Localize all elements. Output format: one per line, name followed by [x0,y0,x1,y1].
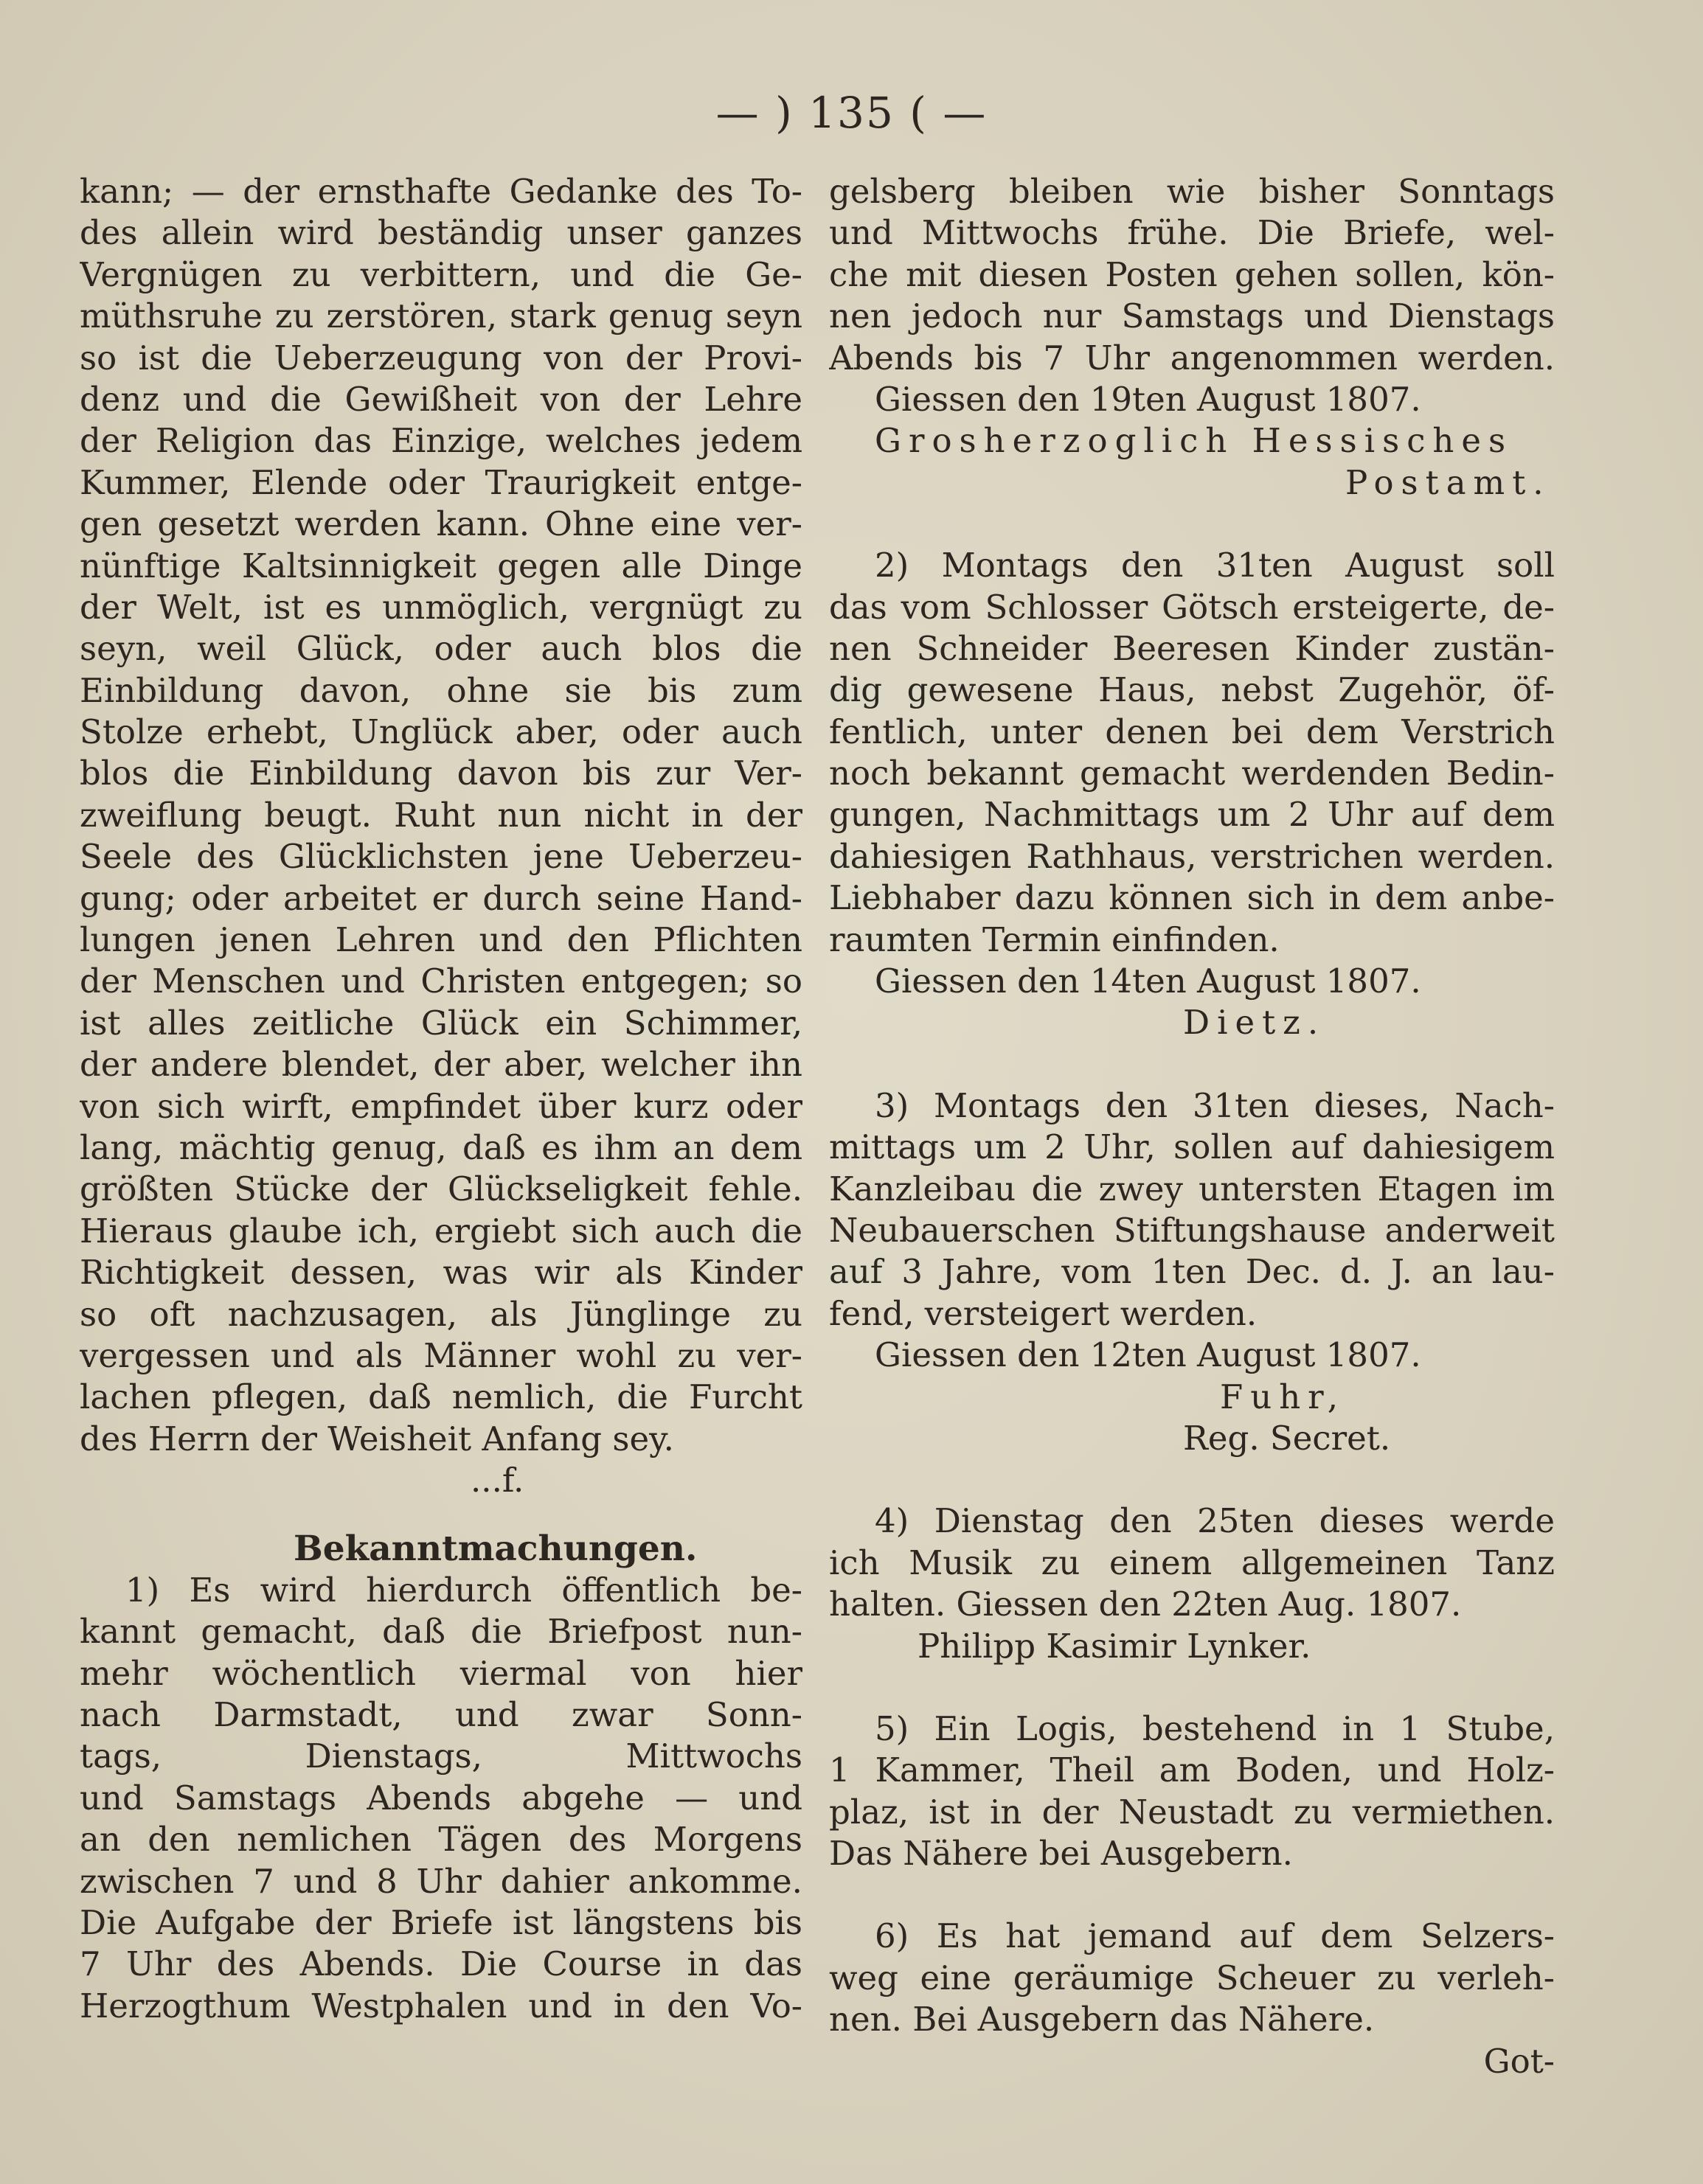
notice-4 [829,1500,1555,1667]
text-line: Einbildung davon, ohne sie bis zum [80,670,802,710]
text-line: zweiflung beugt. Ruht nun nicht in der [80,795,802,835]
notice-1 [80,1570,802,2027]
text-line: mehr wöchentlich viermal von hier [80,1653,802,1693]
notice-signer: Reg. Secret. [1183,1418,1391,1458]
text-line: Seele des Glücklichsten jene Ueberzeu- [80,837,802,877]
notice-signer: Grosherzoglich Hessisches [875,421,1513,461]
text-line: von sich wirft, empfindet über kurz oder [80,1086,802,1126]
text-line: 2) Montags den 31ten August soll [875,546,1555,585]
text-line: lang, mächtig genug, daß es ihm an dem [80,1127,802,1167]
notice-signer: Fuhr, [1220,1377,1346,1416]
text-line: Kummer, Elende oder Traurigkeit entge- [80,462,802,502]
text-line: kannt gemacht, daß die Briefpost nun- [80,1612,802,1652]
text-line: lungen jenen Lehren und den Pflichten [80,920,802,960]
text-line: größten Stücke der Glückseligkeit fehle. [80,1169,802,1209]
text-line: Herzogthum Westphalen und in den Vo- [80,1986,802,2025]
text-line: das vom Schlosser Götsch ersteigerte, de- [829,587,1555,627]
section-heading: Bekanntmachungen. [294,1528,698,1569]
text-line: 5) Ein Logis, bestehend in 1 Stube, [875,1708,1555,1748]
text-line: che mit diesen Posten gehen sollen, kön- [829,254,1555,294]
right-column [829,171,1555,2082]
text-line: fentlich, unter denen bei dem Verstrich [829,712,1555,751]
notice-date: Giessen den 14ten August 1807. [875,961,1421,1001]
text-line: der Welt, ist es unmöglich, vergnügt zu [80,587,802,627]
text-line: seyn, weil Glück, oder auch blos die [80,629,802,669]
text-line: vergessen und als Männer wohl zu ver- [80,1335,802,1375]
text-line: plaz, ist in der Neustadt zu vermiethen. [829,1792,1555,1832]
text-line: noch bekannt gemacht werdenden Bedin- [829,754,1555,793]
text-line: zwischen 7 und 8 Uhr dahier ankomme. [80,1861,802,1901]
text-line: der Religion das Einzige, welches jedem [80,421,802,461]
text-line: Stolze erhebt, Unglück aber, oder auch [80,712,802,752]
essay-text [80,171,802,1460]
text-line: nen. Bei Ausgebern das Nähere. [829,2000,1375,2039]
text-line: des allein wird beständig unser ganzes [80,213,802,253]
text-line: des Herrn der Weisheit Anfang sey. [80,1419,674,1458]
text-line: dahiesigen Rathhaus, verstrichen werden. [829,836,1555,876]
text-line: Kanzleibau die zwey untersten Etagen im [829,1169,1555,1208]
text-line: 1) Es wird hierdurch öffentlich be- [125,1570,802,1610]
text-line: tags, Dienstags, Mittwochs [80,1736,802,1776]
text-line: 4) Dienstag den 25ten dieses werde [875,1501,1555,1541]
text-line: an den nemlichen Tägen des Morgens [80,1820,802,1860]
text-line: gen gesetzt werden kann. Ohne eine ver- [80,504,802,544]
page-number-header: — ) 135 ( — [715,88,988,138]
text-line: halten. Giessen den 22ten Aug. 1807. [829,1585,1462,1624]
text-line: fend, versteigert werden. [829,1293,1258,1333]
text-line: kann; — der ernsthafte Gedanke des To- [80,172,802,211]
text-line: so ist die Ueberzeugung von der Provi- [80,338,802,378]
text-line: Richtigkeit dessen, was wir als Kinder [80,1253,802,1293]
text-line: lachen pflegen, daß nemlich, die Furcht [80,1377,802,1417]
text-line: der andere blendet, der aber, welcher ihn [80,1045,802,1085]
text-line: 6) Es hat jemand auf dem Selzers- [875,1916,1555,1956]
text-line: Hieraus glaube ich, ergiebt sich auch die [80,1211,802,1251]
text-line: so oft nachzusagen, als Jünglinge zu [80,1294,802,1334]
essay-signature: ...f. [471,1461,524,1500]
text-line: 7 Uhr des Abends. Die Course in das [80,1944,802,1984]
text-line: nen Schneider Beeresen Kinder zustän- [829,628,1555,668]
left-column [80,171,802,2027]
text-line: und Samstags Abends abgehe — und [80,1778,802,1818]
text-line: ich Musik zu einem allgemeinen Tanz [829,1543,1555,1582]
text-line: und Mittwochs frühe. Die Briefe, wel- [829,213,1555,253]
notice-signer: Postamt. [1345,462,1551,502]
text-line: nach Darmstadt, und zwar Sonn- [80,1695,802,1735]
notice-3 [829,1085,1555,1460]
text-line: 3) Montags den 31ten dieses, Nach- [875,1085,1555,1125]
text-line: nen jedoch nur Samstags und Dienstags [829,296,1555,336]
text-line: Die Aufgabe der Briefe ist längstens bis [80,1903,802,1943]
notice-date: Giessen den 19ten August 1807. [875,379,1421,419]
text-line: raumten Termin einfinden. [829,919,1280,959]
text-line: müthsruhe zu zerstören, stark genug seyn [80,296,802,336]
text-line: gungen, Nachmittags um 2 Uhr auf dem [829,795,1555,835]
notice-signer: Philipp Kasimir Lynker. [918,1626,1311,1666]
text-line: ist alles zeitliche Glück ein Schimmer, [80,1003,802,1043]
text-line: der Menschen und Christen entgegen; so [80,961,802,1001]
text-line: nünftige Kaltsinnigkeit gegen alle Dinge [80,546,802,585]
notice-date: Giessen den 12ten August 1807. [875,1335,1421,1375]
notice-1-continued [829,171,1555,504]
notice-5 [829,1708,1555,1875]
text-line: gung; oder arbeitet er durch seine Hand- [80,878,802,918]
text-line: weg eine geräumige Scheuer zu verleh- [829,1958,1555,1997]
text-line: Das Nähere bei Ausgebern. [829,1834,1293,1874]
text-line: blos die Einbildung davon bis zur Ver- [80,754,802,793]
catchword: Got- [1483,2041,1555,2081]
text-line: Neubauerschen Stiftungshause anderweit [829,1210,1555,1250]
notice-signer: Dietz. [1183,1003,1326,1043]
text-line: dig gewesene Haus, nebst Zugehör, öf- [829,670,1555,710]
notice-6 [829,1916,1555,2082]
text-line: Liebhaber dazu können sich in dem anbe- [829,878,1555,918]
text-line: 1 Kammer, Theil am Boden, und Holz- [829,1750,1555,1790]
text-line: denz und die Gewißheit von der Lehre [80,379,802,419]
text-line: gelsberg bleiben wie bisher Sonntags [829,172,1555,211]
text-line: Abends bis 7 Uhr angenommen werden. [829,338,1555,378]
text-line: Vergnügen zu verbittern, und die Ge- [80,254,802,294]
text-line: mittags um 2 Uhr, sollen auf dahiesigem [829,1127,1555,1167]
notice-2 [829,545,1555,1044]
text-line: auf 3 Jahre, vom 1ten Dec. d. J. an lau- [829,1252,1555,1292]
